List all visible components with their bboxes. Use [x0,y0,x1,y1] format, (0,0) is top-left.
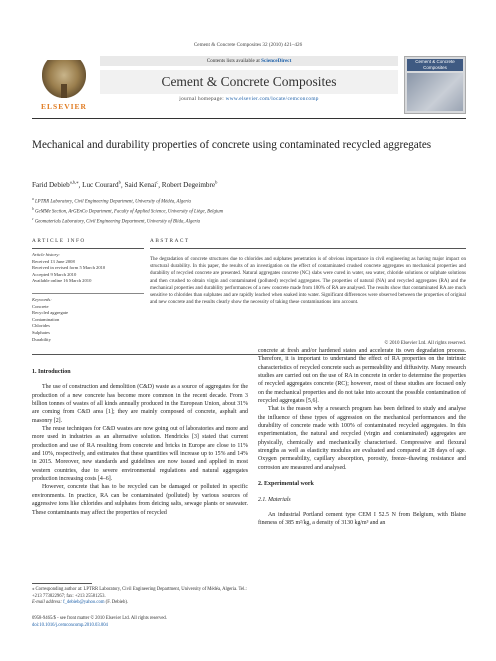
abstract-rule [150,248,466,249]
contents-bar [100,56,398,66]
cover-title: Cement & Concrete Composites [407,59,463,71]
subsection-heading: 2.1. Materials [258,496,291,503]
journal-header [32,56,466,114]
contents-prefix: Contents lists available at [206,58,262,64]
affiliation: $^c$ Geomaterials Laboratory, Civil Engineering Department, University of Blida, Algeria [32,217,201,225]
section-heading: 2. Experimental work [258,481,314,488]
paragraph: An industrial Portland cement type CEM I 52.5 N from Belgium, with Blaine fineness of 385 m²/kg, a density of 3130 kg/m³ and an [258,511,466,527]
cover-artwork [407,73,463,111]
paragraph: That is the reason why a research program has been defined to study and analyse the influence of these types of aggression on the mechanical performances and the durability of concrete made with 100% of contaminated recycled aggregates. In this experimentation, the natural and recycled (virgin and contaminated) aggregates are physically, chemically and mechanically characterised. Compressive and flexural strengths as well as elasticity modulus are evaluated and compared at 28 days of age. Oxygen permeability, capillary absorption, porosity, freeze–thawing resistance and corrosion are measured and analysed. [258,406,466,471]
affiliation: $^a$ LPTRR Laboratory, Civil Engineering Department, University of Médéa, Algeria [32,197,191,205]
tree-trunk-icon [61,84,67,98]
affiliation: $^b$ GeMMe Section, ArGEnCo Department, Faculty of Applied Science, University of Liège, Belgium [32,207,224,215]
publisher-logo-text: ELSEVIER [41,102,87,111]
doi-link[interactable]: doi:10.1016/j.cemconcomp.2010.03.004 [32,622,108,628]
keyword: Contamination [32,316,60,322]
header-divider [32,118,466,119]
keywords [32,297,144,343]
journal-citation: Cement & Concrete Composites 32 (2010) 421–426 [193,42,303,48]
homepage-link[interactable]: www.elsevier.com/locate/cemconcomp [225,96,319,102]
email-link[interactable]: f_debieb@yahoo.com [63,600,105,605]
issn-line: 0958-9465/$ - see front matter © 2010 Elsevier Ltd. All rights reserved. [32,616,167,621]
paragraph: The reuse techniques for C&D wastes are now going out of laboratories and more and more used in industries as an alternative solution. Hendricks [3] stated that current production and use of RA resulting from concrete and bricks in Europe are close to 11% and 10%, respectively, and estimates that these quantities will increase up to 15% and 14% in 2015. Moreover, new standards and guidelines are now issued and applied in most western countries, due to severe environmental regulations and natural aggregates production increasing costs [4–6]. [32,426,248,483]
footnote-rule [32,583,92,584]
article-info-rule [32,248,144,249]
author[interactable]: Robert Degeimbre$^b$ [161,180,218,190]
section-heading: 1. Introduction [32,369,71,375]
page-footer [32,616,332,629]
keyword: Durability [32,336,51,342]
keyword: Recycled aggregate [32,310,69,316]
body-right-column [258,347,466,528]
paragraph: The use of construction and demolition (C&D) waste as a source of aggregates for the production of a new concrete has become more common in the recent decade. From 3 billion tonnes of wastes of all kinds annually produced in the European Union, about 31% are coming from C&D area [1]; they are mainly composed of concrete, asphalt and masonry [2]. [32,384,248,424]
sciencedirect-link[interactable]: ScienceDirect [261,58,292,64]
abstract-heading: ABSTRACT [150,238,190,244]
corresponding-author-footnote: ⁎ Corresponding author at: LPTRR Laboratory, Civil Engineering Department, University of Médéa, Algeria. Tel.: +213 773822967; fax: +213 25581253. E-mail address: f_debieb@yahoo.com (F. Debieb). [32,587,247,605]
elsevier-logo[interactable] [32,56,96,114]
keyword: Sulphates [32,329,50,335]
history-entry: Accepted 9 March 2010 [32,271,77,277]
author-list: Farid Debieb$^{a,b,⁎}$, Luc Courard$^b$, Said Kenai$^c$, Robert Degeimbre$^b$ [32,180,218,190]
article-history [32,252,144,285]
abstract-text: The degradation of concrete structures due to chlorides and sulphates penetration is of obvious importance in civil engineering as having major impact on structural durability. In this paper, the results of an investigation on the effect of contaminated crushed concrete aggregates on mechanical properties and durability of recycled concrete are presented. Natural aggregates concrete (NC) slabs were cured in water, sea water, chloride solutions or sulphate solutions and then crushed to obtain virgin and contaminated (polluted) recycled aggregates. The properties of natural (NA) and recycled aggregates (RA) and the mechanical properties and durability performances of a new concrete made from 100% of RA are analysed. The results show that contaminated RA are much sensitive to chlorides than sulphates and are rapidly leached when soaked into water. Significant differences were observed between the properties of original and new concrete and the results clearly show the necessity of taking these contaminations into account. [150,257,466,306]
keywords-label: Keywords: [32,297,52,302]
paragraph: concrete at fresh and/or hardened states and accelerate its own degradation process. Therefore, it is important to understand the effect of RA properties on the intrinsic characteristics of recycled concrete such as permeability and diffusivity. Many research studies are carried out on the use of RA in concrete in order to determine the properties of recycled aggregates concrete (RC); however, most of these studies are focused only on the mechanical properties and do not take into account the possible contamination of recycled aggregates [5,6]. [258,348,466,405]
author[interactable]: Said Kenai$^c$ [124,180,159,190]
journal-banner [100,56,398,114]
keyword: Concrete [32,303,49,309]
history-entry: Available online 16 March 2010 [32,278,92,284]
article-info-heading: ARTICLE INFO [32,238,86,244]
journal-homepage [100,96,398,102]
journal-title: Cement & Concrete Composites [100,70,398,94]
author[interactable]: Farid Debieb$^{a,b,⁎}$ [32,180,79,190]
history-label: Article history: [32,252,60,257]
body-left-column [32,368,248,517]
homepage-prefix: journal homepage: [179,96,226,102]
affiliations [32,196,462,226]
author[interactable]: Luc Courard$^b$ [82,180,121,190]
journal-cover-image[interactable] [404,56,466,114]
keyword: Chlorides [32,323,50,329]
history-entry: Received 13 June 2008 [32,258,75,264]
paragraph: However, concrete that has to be recycled can be damaged or polluted in specific environments. In practice, RA can be contaminated (polluted) by various sources of aggressive ions like chlorides and sulphates from deicing salts, sewage plants or seawater. These contaminants may affect the properties of recycled [32,484,248,516]
article-title: Mechanical and durability properties of concrete using contaminated recycled aggregates [32,139,432,151]
keywords-rule [32,293,144,294]
copyright: © 2010 Elsevier Ltd. All rights reserved. [384,341,466,346]
history-entry: Received in revised form 5 March 2010 [32,265,106,271]
